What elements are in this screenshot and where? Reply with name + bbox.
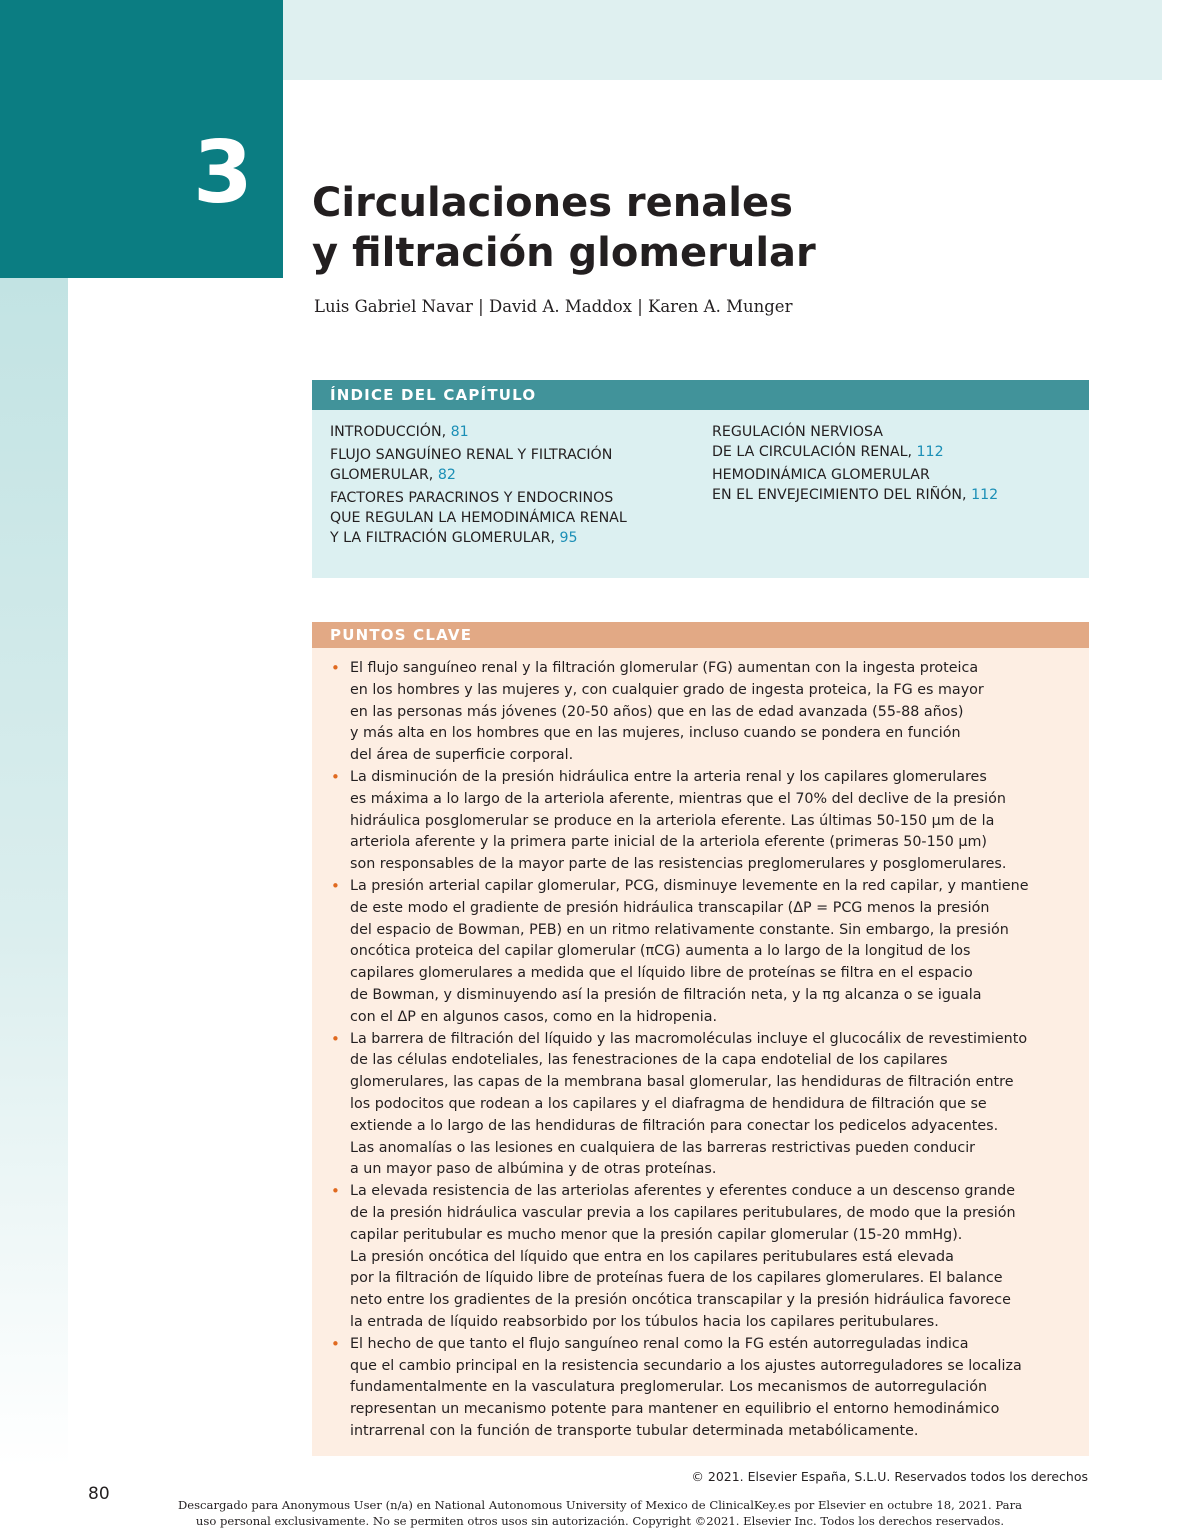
toc-page-link[interactable]: 82 [437, 467, 456, 483]
chapter-title-line-2: y filtración glomerular [312, 230, 816, 276]
key-point-line: extiende a lo largo de las hendiduras de filtración para conectar los pedicelos adyacentes. [350, 1117, 999, 1134]
chapter-index-box [312, 380, 1089, 578]
key-point-line: La elevada resistencia de las arteriolas aferentes y eferentes conduce a un descenso grande [350, 1183, 1016, 1200]
header-light-band [283, 0, 1200, 80]
key-point-line: de las células endoteliales, las fenestraciones de la capa endotelial de los capilares [350, 1052, 948, 1069]
toc-entry [712, 465, 1082, 505]
key-point-line: La presión arterial capilar glomerular, PCG, disminuye levemente en la red capilar, y mantiene [350, 877, 1029, 894]
bullet-icon: • [331, 659, 340, 677]
key-point-line: Las anomalías o las lesiones en cualquiera de las barreras restrictivas pueden conducir [350, 1139, 976, 1156]
key-points-heading: PUNTOS CLAVE [312, 622, 1089, 648]
key-point-item [331, 1029, 1084, 1182]
bullet-icon: • [331, 1182, 340, 1201]
chapter-index-left-column [330, 422, 700, 551]
toc-entry [330, 488, 700, 548]
key-point-line: neto entre los gradientes de la presión oncótica transcapilar y la presión hidráulica favorece [350, 1292, 1011, 1309]
key-point-line: es máxima a lo largo de la arteriola aferente, mientras que el 70% del declive de la presión [350, 790, 1006, 807]
key-point-line: arteriola aferente y la primera parte inicial de la arteriola eferente (primeras 50-150 µm) [350, 834, 988, 851]
key-point-line: representan un mecanismo potente para mantener en equilibrio el entorno hemodinámico [350, 1401, 1000, 1418]
download-notice-line-2: uso personal exclusivamente. No se permiten otros usos sin autorización. Copyright ©2021. Elsevier Inc. Todos los derechos reservados. [195, 1514, 1005, 1528]
key-point-line: la entrada de líquido reabsorbido por los túbulos hacia los capilares peritubulares. [350, 1313, 939, 1330]
key-point-line: en las personas más jóvenes (20-50 años) que en las de edad avanzada (55-88 años) [350, 703, 964, 720]
key-point-line: con el ΔP en algunos casos, como en la hidropenia. [350, 1008, 718, 1025]
toc-entry-line: QUE REGULAN LA HEMODINÁMICA RENAL [330, 510, 627, 526]
download-notice [0, 1497, 1200, 1529]
key-point-line: intrarrenal con la función de transporte tubular determinada metabólicamente. [350, 1422, 919, 1439]
key-point-line: del área de superficie corporal. [350, 747, 574, 764]
copyright-notice: © 2021. Elsevier España, S.L.U. Reservados todos los derechos [691, 1469, 1088, 1484]
left-margin-band [0, 278, 68, 1468]
key-points-list [331, 658, 1084, 1443]
key-point-line: oncótica proteica del capilar glomerular (πCG) aumenta a lo largo de la longitud de los [350, 943, 971, 960]
key-point-line: La disminución de la presión hidráulica entre la arteria renal y los capilares glomerulares [350, 768, 987, 785]
key-point-line: El flujo sanguíneo renal y la filtración glomerular (FG) aumentan con la ingesta proteica [350, 660, 979, 676]
key-point-line: y más alta en los hombres que en las mujeres, incluso cuando se pondera en función [350, 725, 961, 742]
download-notice-line-1: Descargado para Anonymous User (n/a) en National Autonomous University of Mexico de ClinicalKey.es por Elsevier en octubre 18, 2021. Para [177, 1498, 1023, 1512]
key-point-line: capilares glomerulares a medida que el líquido libre de proteínas se filtra en el espacio [350, 965, 973, 982]
key-point-line: de la presión hidráulica vascular previa a los capilares peritubulares, de modo que la presión [350, 1204, 1016, 1221]
toc-entry-line: FLUJO SANGUÍNEO RENAL Y FILTRACIÓN [330, 447, 613, 463]
bullet-icon: • [331, 1334, 340, 1353]
toc-entry [712, 422, 1082, 462]
key-point-item [331, 658, 1084, 767]
toc-page-link[interactable]: 95 [559, 530, 578, 546]
key-point-item [331, 767, 1084, 876]
bullet-icon: • [331, 1029, 340, 1048]
toc-entry-line: EN EL ENVEJECIMIENTO DEL RIÑÓN, 112 [712, 487, 999, 503]
key-point-line: los podocitos que rodean a los capilares y el diafragma de hendidura de filtración que se [350, 1095, 987, 1112]
key-point-line: fundamentalmente en la vasculatura preglomerular. Los mecanismos de autorregulación [350, 1379, 988, 1396]
key-point-item [331, 876, 1084, 1029]
key-point-line: por la filtración de líquido libre de proteínas fuera de los capilares glomerulares. El balance [350, 1270, 1003, 1287]
chapter-index-right-column [712, 422, 1082, 508]
key-point-line: en los hombres y las mujeres y, con cualquier grado de ingesta proteica, la FG es mayor [350, 681, 984, 698]
chapter-title [312, 178, 816, 278]
key-point-line: a un mayor paso de albúmina y de otras proteínas. [350, 1161, 717, 1178]
key-point-line: capilar peritubular es mucho menor que la presión capilar glomerular (15-20 mmHg). [350, 1226, 963, 1243]
chapter-title-line-1: Circulaciones renales [312, 180, 793, 226]
key-point-line: hidráulica posglomerular se produce en la arteriola eferente. Las últimas 50-150 µm de la [350, 812, 995, 829]
key-point-line: El hecho de que tanto el flujo sanguíneo renal como la FG estén autorreguladas indica [350, 1335, 969, 1352]
toc-page-link[interactable]: 112 [916, 444, 944, 460]
toc-entry-line: Y LA FILTRACIÓN GLOMERULAR, 95 [330, 530, 578, 546]
key-point-line: La barrera de filtración del líquido y las macromoléculas incluye el glucocálix de revestimiento [350, 1030, 1028, 1047]
key-point-line: son responsables de la mayor parte de las resistencias preglomerulares y posglomerulares. [350, 856, 1007, 873]
toc-entry-line: INTRODUCCIÓN, 81 [330, 424, 469, 440]
toc-entry-line: GLOMERULAR, 82 [330, 467, 456, 483]
key-point-line: glomerulares, las capas de la membrana basal glomerular, las hendiduras de filtración entre [350, 1074, 1014, 1091]
key-point-line: que el cambio principal en la resistencia secundario a los ajustes autorreguladores se localiza [350, 1357, 1022, 1374]
toc-page-link[interactable]: 112 [971, 487, 999, 503]
toc-entry-line: FACTORES PARACRINOS Y ENDOCRINOS [330, 490, 614, 506]
key-point-line: de Bowman, y disminuyendo así la presión de filtración neta, y la πg alcanza o se iguala [350, 986, 982, 1003]
key-point-line: de este modo el gradiente de presión hidráulica transcapilar (ΔP = PCG menos la presión [350, 899, 990, 916]
key-point-item [331, 1181, 1084, 1334]
bullet-icon: • [331, 876, 340, 895]
bullet-icon: • [331, 767, 340, 786]
toc-entry [330, 422, 700, 442]
toc-page-link[interactable]: 81 [450, 424, 469, 440]
header-edge-gap [1162, 0, 1200, 80]
chapter-index-heading: ÍNDICE DEL CAPÍTULO [312, 380, 1089, 410]
toc-entry-line: REGULACIÓN NERVIOSA [712, 424, 883, 440]
toc-entry-line: DE LA CIRCULACIÓN RENAL, 112 [712, 444, 944, 460]
chapter-authors: Luis Gabriel Navar | David A. Maddox | Karen A. Munger [314, 297, 793, 316]
toc-entry [330, 445, 700, 485]
toc-entry-line: HEMODINÁMICA GLOMERULAR [712, 467, 930, 483]
chapter-number: 3 [193, 123, 253, 223]
key-point-line: del espacio de Bowman, PEB) en un ritmo relativamente constante. Sin embargo, la presión [350, 921, 1009, 938]
key-points-box [312, 622, 1089, 1456]
key-point-item [331, 1334, 1084, 1443]
page-number: 80 [88, 1484, 110, 1504]
key-point-line: La presión oncótica del líquido que entra en los capilares peritubulares está elevada [350, 1248, 954, 1265]
